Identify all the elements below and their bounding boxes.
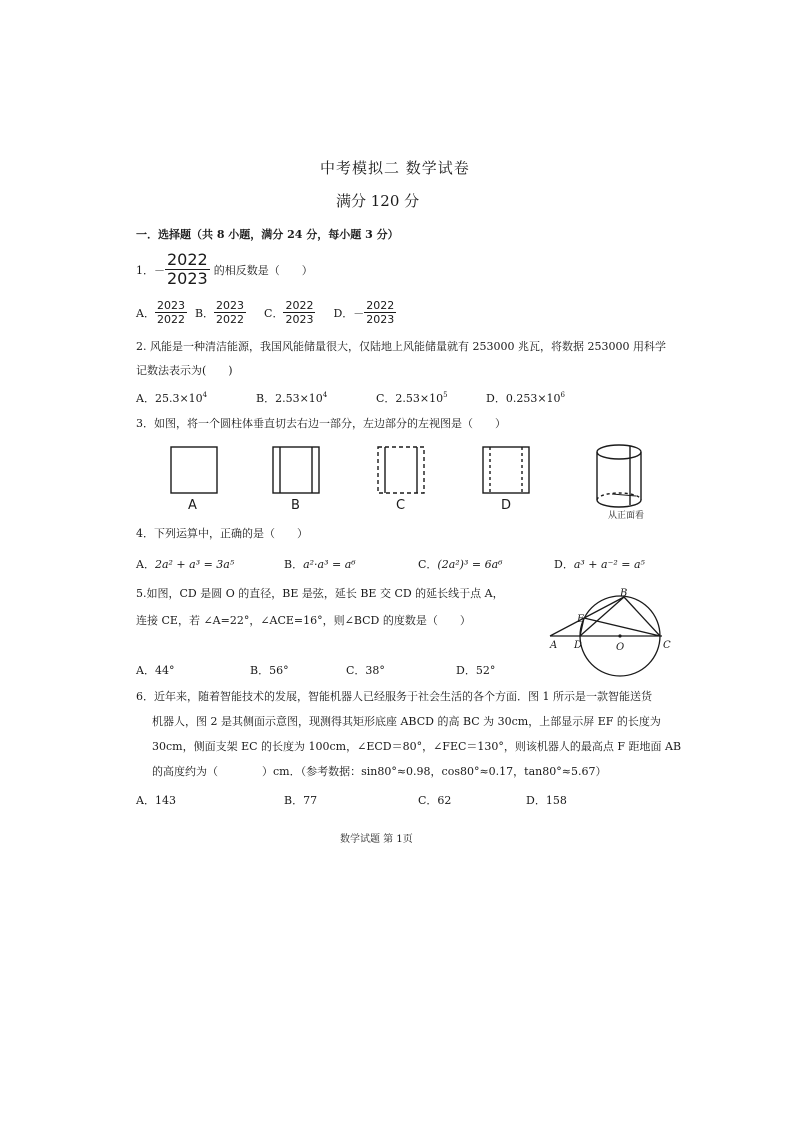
question-3-stem: 3．如图，将一个圆柱体垂直切去右边一部分，左边部分的左视图是（ ） (136, 417, 506, 430)
option-a-label: A． (136, 306, 155, 320)
fig-label-a: A (188, 498, 197, 513)
option-b-label: B． (194, 306, 215, 320)
option-value: 143 (154, 794, 176, 807)
q6-option-c (418, 792, 451, 808)
line-ec (584, 618, 660, 636)
option-value: 52° (475, 664, 496, 677)
option-label: D． (486, 392, 506, 405)
option-label: D． (456, 664, 476, 677)
option-expression: 2a² + a³ = 3a⁵ (154, 558, 235, 571)
question-6-line-2: 机器人，图 2 是其侧面示意图，现测得其矩形底座 ABCD 的高 BC 为 30cm，上部显示屏 EF 的长度为 (152, 715, 661, 728)
option-base: 2.53×10 (275, 392, 323, 405)
option-label: B． (250, 664, 270, 677)
option-b-den: 2022 (216, 313, 245, 326)
option-label: A． (136, 664, 155, 677)
question-5-line-1: 5.如图，CD 是圆 O 的直径，BE 是弦，延长 BE 交 CD 的延长线于点 A， (136, 587, 504, 600)
option-label: C． (376, 392, 396, 405)
question-2-line-1: 2. 风能是一种清洁能源，我国风能储量很大，仅陆地上风能储量就有 253000 兆瓦，将数据 253000 用科学 (136, 340, 666, 353)
option-value: 44° (154, 664, 175, 677)
option-a-num: 2023 (156, 299, 185, 312)
question-number: 1． (136, 263, 154, 277)
fraction-denominator: 2023 (167, 269, 208, 288)
option-c-den: 2023 (285, 313, 314, 326)
option-c-num: 2022 (285, 299, 314, 312)
option-base: 0.253×10 (505, 392, 561, 405)
question-stem: 的相反数是（ ） (213, 263, 313, 277)
option-expression: a³ + a⁻² = a⁵ (573, 558, 645, 571)
fig-label-d: D (501, 498, 512, 513)
cylinder-caption: 从正面看 (608, 511, 645, 521)
question-6-line-3: 30cm，侧面支架 EC 的长度为 100cm，∠ECD＝80°，∠FEC＝130°，则该机器人的最高点 F 距地面 AB (152, 740, 682, 753)
option-value: 77 (303, 794, 318, 807)
option-label: C． (418, 794, 438, 807)
fraction-sign: － (154, 263, 165, 277)
option-base: 2.53×10 (395, 392, 444, 405)
option-label: A． (136, 558, 155, 571)
section-heading: 一．选择题（共 8 小题，满分 24 分，每小题 3 分） (136, 228, 399, 241)
option-d-den: 2023 (366, 313, 395, 326)
option-expression: (2a²)³ = 6a⁶ (437, 558, 503, 571)
option-label: B． (284, 794, 304, 807)
question-6-line-1: 6．近年来，随着智能技术的发展，智能机器人已经服务于社会生活的各个方面．图 1 所示是一款智能送货 (136, 690, 652, 703)
fraction-numerator: 2022 (167, 250, 208, 269)
q6-option-a (136, 792, 176, 808)
option-exponent: 5 (443, 391, 448, 399)
option-label: D． (554, 558, 574, 571)
question-6-line-4: 的高度约为（ ）cm．（参考数据：sin80°≈0.98，cos80°≈0.17，tan80°≈5.67） (152, 765, 607, 778)
option-label: A． (136, 392, 155, 405)
option-label: C． (346, 664, 366, 677)
option-exponent: 6 (560, 391, 566, 399)
point-label-a: A (550, 640, 558, 651)
question-4-stem: 4．下列运算中，正确的是（ ） (136, 527, 308, 540)
option-label: B． (256, 392, 276, 405)
option-value: 38° (365, 664, 385, 677)
center-point (618, 634, 621, 637)
point-label-d: D (574, 640, 583, 651)
point-label-e: E (577, 614, 585, 625)
option-label: A． (136, 794, 155, 807)
fig-label-b: B (291, 498, 300, 513)
q6-option-d (526, 792, 567, 808)
option-c-label: C． (264, 306, 284, 320)
option-b-num: 2023 (216, 299, 245, 312)
option-label: D． (526, 794, 546, 807)
question-2-line-2: 记数法表示为( ) (136, 364, 233, 377)
option-exponent: 4 (202, 391, 208, 399)
option-value: 62 (437, 794, 452, 807)
option-base: 25.3×10 (154, 392, 203, 405)
option-d-num: 2022 (366, 299, 395, 312)
option-label: B． (284, 558, 304, 571)
point-label-c: C (663, 640, 671, 651)
full-score: 满分 120 分 (336, 192, 420, 210)
point-label-o: O (616, 642, 625, 653)
point-label-b: B (620, 588, 628, 599)
option-d-label: D． (333, 306, 354, 320)
question-5-line-2: 连接 CE，若 ∠A=22°，∠ACE=16°，则∠BCD 的度数是（ ） (136, 614, 471, 627)
option-exponent: 4 (322, 391, 328, 399)
option-value: 56° (269, 664, 289, 677)
q6-option-b (284, 792, 317, 808)
option-value: 158 (545, 794, 567, 807)
option-expression: a²·a³ = a⁶ (303, 558, 356, 571)
fig-label-c: C (396, 498, 406, 513)
option-a-den: 2022 (156, 313, 185, 326)
option-d-sign: － (353, 306, 365, 320)
page-footer: 数学试题 第 1页 (340, 834, 413, 845)
exam-title: 中考模拟二 数学试卷 (320, 159, 470, 177)
option-label: C． (418, 558, 438, 571)
